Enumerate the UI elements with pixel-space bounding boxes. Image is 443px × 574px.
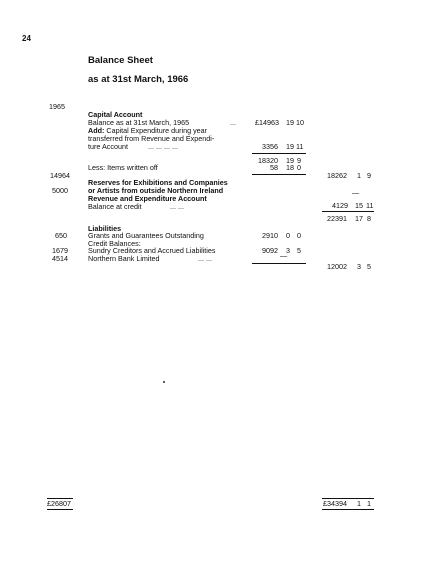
reserves-shillings: 15 — [355, 201, 363, 210]
bank-prior-year: 4514 — [52, 254, 68, 263]
reserves-pence: 11 — [366, 201, 374, 210]
capital-balance-shillings: 19 — [286, 118, 294, 127]
grants-shillings: 0 — [286, 231, 290, 240]
capital-balance-pounds: £14963 — [255, 118, 279, 127]
liabilities-rule — [252, 263, 306, 264]
less-pence: 0 — [297, 163, 301, 172]
less-rule — [252, 174, 306, 175]
liabilities-total-pounds: 12002 — [327, 262, 347, 271]
bank-line: Northern Bank Limited — [88, 254, 160, 263]
grants-pence: 0 — [297, 231, 301, 240]
reserves-balance-line: Balance at credit — [88, 202, 142, 211]
grand-total-underline — [322, 509, 374, 510]
capital-heading: Capital Account — [88, 110, 143, 119]
reserves-heading-3: Revenue and Expenditure Account — [88, 194, 207, 203]
add-pence: 11 — [296, 142, 304, 151]
prior-grand-total: £26807 — [47, 499, 71, 508]
add-line-1-text: Capital Expenditure during year — [106, 126, 208, 135]
grand-total-shillings: 1 — [357, 499, 361, 508]
reserves-pounds: 4129 — [332, 201, 348, 210]
add-shillings: 19 — [286, 142, 294, 151]
leader-dots: ... — [230, 118, 236, 127]
grants-prior-year: 650 — [55, 231, 67, 240]
leader-dots: ... ... ... ... — [148, 142, 178, 151]
grants-pounds: 2910 — [262, 231, 278, 240]
add-line-3: ture Account — [88, 142, 128, 151]
subtotal-shillings: 19 — [286, 156, 294, 165]
subtotal-pounds: 18320 — [258, 156, 278, 165]
running-total-shillings: 17 — [355, 214, 363, 223]
sundry-prior-year: 1679 — [52, 246, 68, 255]
sundry-line: Sundry Creditors and Accrued Liabilities — [88, 246, 216, 255]
capital-total-shillings: 1 — [357, 171, 361, 180]
liabilities-total-shillings: 3 — [357, 262, 361, 271]
grand-total-pounds: £34394 — [323, 499, 347, 508]
less-line: Less: Items written off — [88, 163, 158, 172]
capital-total-pounds: 18262 — [327, 171, 347, 180]
reserves-heading-1: Reserves for Exhibitions and Companies — [88, 178, 228, 187]
page-title: Balance Sheet — [88, 55, 153, 66]
liabilities-heading: Liabilities — [88, 224, 122, 233]
subtotal-pence: 9 — [297, 156, 301, 165]
reserves-heading-2: or Artists from outside Northern Ireland — [88, 186, 224, 195]
less-shillings: 18 — [286, 163, 294, 172]
reserves-prior-year: 5000 — [52, 186, 68, 195]
year-heading: 1965 — [49, 102, 65, 111]
add-line-2: transferred from Revenue and Expendi- — [88, 134, 215, 143]
leader-dots: ... ... — [170, 202, 184, 211]
running-total-pounds: 22391 — [327, 214, 347, 223]
bank-dash: — — [280, 251, 288, 260]
sundry-pence: 5 — [297, 246, 301, 255]
capital-total-pence: 9 — [367, 171, 371, 180]
reserves-dash: — — [352, 188, 360, 197]
leader-dots: ... ... — [198, 254, 212, 263]
credit-balances-heading: Credit Balances: — [88, 239, 141, 248]
page-subtitle: as at 31st March, 1966 — [88, 74, 189, 85]
stray-mark — [163, 381, 165, 383]
subtotal-rule — [252, 153, 306, 154]
add-pounds: 3356 — [262, 142, 278, 151]
grants-line: Grants and Guarantees Outstanding — [88, 231, 204, 240]
capital-balance-pence: 10 — [296, 118, 304, 127]
prior-total-underline — [47, 509, 73, 510]
grand-total-pence: 1 — [367, 499, 371, 508]
add-label: Add: — [88, 126, 105, 135]
page-number: 24 — [22, 34, 31, 43]
running-total-pence: 8 — [367, 214, 371, 223]
sundry-pounds: 9092 — [262, 246, 278, 255]
less-pounds: 58 — [270, 163, 278, 172]
capital-balance-line: Balance as at 31st March, 1965 — [88, 118, 190, 127]
capital-prior-year: 14964 — [50, 171, 70, 180]
sundry-shillings: 3 — [286, 246, 290, 255]
reserves-rule — [322, 211, 374, 212]
liabilities-total-pence: 5 — [367, 262, 371, 271]
